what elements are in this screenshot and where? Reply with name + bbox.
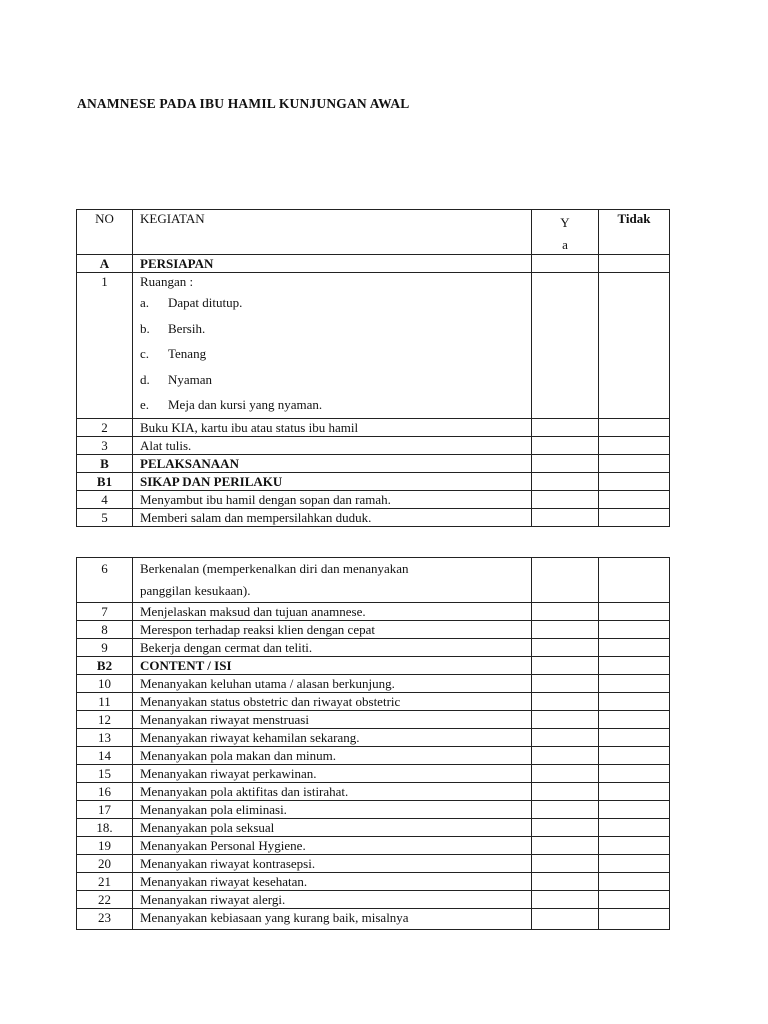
- table-row: [77, 621, 670, 639]
- section-row: [77, 657, 670, 675]
- section-no: B: [77, 454, 133, 472]
- row-text: Menanyakan pola aktifitas dan istirahat.: [133, 783, 532, 801]
- sub-letter: a.: [140, 295, 150, 310]
- table-row: [77, 558, 670, 603]
- section-no: B2: [77, 657, 133, 675]
- checklist-table-1: [76, 209, 670, 527]
- row-text: Menyambut ibu hamil dengan sopan dan ramah.: [133, 490, 532, 508]
- ya-cell[interactable]: [532, 729, 599, 747]
- ya-cell[interactable]: [532, 873, 599, 891]
- tidak-cell[interactable]: [599, 675, 670, 693]
- header-ya-line1: Y: [560, 215, 570, 230]
- tidak-cell[interactable]: [599, 873, 670, 891]
- table-row: [77, 873, 670, 891]
- ya-cell[interactable]: [532, 472, 599, 490]
- sub-item: [140, 290, 524, 316]
- document-title: ANAMNESE PADA IBU HAMIL KUNJUNGAN AWAL: [77, 96, 410, 111]
- row-text-line2: panggilan kesukaan).: [140, 583, 251, 598]
- sub-item: [140, 392, 524, 418]
- ya-cell[interactable]: [532, 639, 599, 657]
- header-row: [77, 210, 670, 255]
- table-row: [77, 490, 670, 508]
- table-row: [77, 675, 670, 693]
- row-no: 22: [77, 891, 133, 909]
- row-text: Menanyakan riwayat perkawinan.: [133, 765, 532, 783]
- row-no: 20: [77, 855, 133, 873]
- row-text: Menanyakan pola makan dan minum.: [133, 747, 532, 765]
- row-no: 21: [77, 873, 133, 891]
- table-row: [77, 729, 670, 747]
- tidak-cell[interactable]: [599, 558, 670, 603]
- row-no: 13: [77, 729, 133, 747]
- header-no: NO: [77, 210, 133, 255]
- ya-cell[interactable]: [532, 891, 599, 909]
- ya-cell[interactable]: [532, 558, 599, 603]
- tidak-cell[interactable]: [599, 273, 670, 419]
- table-row: [77, 508, 670, 526]
- table-row: [77, 891, 670, 909]
- table-row: [77, 837, 670, 855]
- tidak-cell[interactable]: [599, 801, 670, 819]
- row-text: Menanyakan riwayat kehamilan sekarang.: [133, 729, 532, 747]
- sub-text: Tenang: [168, 346, 207, 361]
- tidak-cell[interactable]: [599, 436, 670, 454]
- tidak-cell[interactable]: [599, 454, 670, 472]
- table-row: [77, 747, 670, 765]
- row-no: 3: [77, 436, 133, 454]
- table-row: [77, 765, 670, 783]
- tidak-cell[interactable]: [599, 693, 670, 711]
- row-text: Menanyakan riwayat menstruasi: [133, 711, 532, 729]
- sub-letter: e.: [140, 397, 150, 412]
- tidak-cell[interactable]: [599, 418, 670, 436]
- tidak-cell[interactable]: [599, 621, 670, 639]
- ya-cell[interactable]: [532, 693, 599, 711]
- section-row: [77, 472, 670, 490]
- sub-text: Bersih.: [168, 320, 206, 336]
- header-tidak: Tidak: [599, 210, 670, 255]
- sub-text: Dapat ditutup.: [168, 295, 243, 310]
- row-text: Alat tulis.: [133, 436, 532, 454]
- table-row: [77, 436, 670, 454]
- table-row: [77, 273, 670, 419]
- tidak-cell[interactable]: [599, 729, 670, 747]
- ya-cell[interactable]: [532, 711, 599, 729]
- ya-cell[interactable]: [532, 819, 599, 837]
- sub-item: [140, 367, 524, 393]
- section-row: [77, 255, 670, 273]
- tidak-cell[interactable]: [599, 603, 670, 621]
- row-text-line1: Berkenalan (memperkenalkan diri dan menanyakan: [140, 561, 409, 576]
- ya-cell[interactable]: [532, 783, 599, 801]
- ya-cell[interactable]: [532, 436, 599, 454]
- table-row: [77, 819, 670, 837]
- section-title: SIKAP DAN PERILAKU: [133, 472, 532, 490]
- row-no: 17: [77, 801, 133, 819]
- row-no: 10: [77, 675, 133, 693]
- tidak-cell[interactable]: [599, 490, 670, 508]
- row-text: Menanyakan keluhan utama / alasan berkunjung.: [133, 675, 532, 693]
- tidak-cell[interactable]: [599, 472, 670, 490]
- sub-item: [140, 316, 524, 342]
- ya-cell[interactable]: [532, 855, 599, 873]
- row-no: 9: [77, 639, 133, 657]
- row-text: Menanyakan Personal Hygiene.: [133, 837, 532, 855]
- row-text: Ruangan :: [140, 274, 194, 289]
- ya-cell[interactable]: [532, 621, 599, 639]
- table-row: [77, 783, 670, 801]
- ya-cell[interactable]: [532, 837, 599, 855]
- row-text: Buku KIA, kartu ibu atau status ibu hamil: [133, 418, 532, 436]
- tidak-cell[interactable]: [599, 508, 670, 526]
- header-kegiatan: KEGIATAN: [133, 210, 532, 255]
- ya-cell[interactable]: [532, 255, 599, 273]
- row-no: 15: [77, 765, 133, 783]
- table-row: [77, 693, 670, 711]
- table-row: [77, 639, 670, 657]
- sub-letter: c.: [140, 346, 150, 361]
- ya-cell[interactable]: [532, 508, 599, 526]
- section-row: [77, 454, 670, 472]
- row-no: 6: [77, 558, 133, 603]
- tidak-cell[interactable]: [599, 711, 670, 729]
- ya-cell[interactable]: [532, 909, 599, 930]
- sub-item: [140, 341, 524, 367]
- table-row: [77, 855, 670, 873]
- sub-letter: d.: [140, 371, 150, 387]
- row-no: 4: [77, 490, 133, 508]
- row-text: Menanyakan pola seksual: [133, 819, 532, 837]
- section-title: PELAKSANAAN: [133, 454, 532, 472]
- row-text: Menanyakan riwayat kesehatan.: [133, 873, 532, 891]
- row-no: 2: [77, 418, 133, 436]
- header-ya: [532, 210, 599, 255]
- row-text: Bekerja dengan cermat dan teliti.: [133, 639, 532, 657]
- ya-cell[interactable]: [532, 454, 599, 472]
- tidak-cell[interactable]: [599, 891, 670, 909]
- table-row: [77, 909, 670, 930]
- row-no: 19: [77, 837, 133, 855]
- tidak-cell[interactable]: [599, 783, 670, 801]
- ya-cell[interactable]: [532, 747, 599, 765]
- row-no: 18.: [77, 819, 133, 837]
- row-text: Menanyakan pola eliminasi.: [133, 801, 532, 819]
- row-no: 16: [77, 783, 133, 801]
- row-no: 14: [77, 747, 133, 765]
- ya-cell[interactable]: [532, 657, 599, 675]
- tidak-cell[interactable]: [599, 765, 670, 783]
- row-no: 1: [77, 273, 133, 419]
- row-no: 7: [77, 603, 133, 621]
- sub-text: Meja dan kursi yang nyaman.: [168, 397, 323, 412]
- tidak-cell[interactable]: [599, 747, 670, 765]
- tidak-cell[interactable]: [599, 819, 670, 837]
- ya-cell[interactable]: [532, 603, 599, 621]
- table-row: [77, 603, 670, 621]
- row-no: 8: [77, 621, 133, 639]
- section-no: B1: [77, 472, 133, 490]
- ya-cell[interactable]: [532, 675, 599, 693]
- row-text: Memberi salam dan mempersilahkan duduk.: [133, 508, 532, 526]
- tidak-cell[interactable]: [599, 657, 670, 675]
- table-row: [77, 711, 670, 729]
- tidak-cell[interactable]: [599, 837, 670, 855]
- row-text: Menanyakan kebiasaan yang kurang baik, misalnya: [133, 909, 532, 930]
- ya-cell[interactable]: [532, 765, 599, 783]
- ya-cell[interactable]: [532, 490, 599, 508]
- section-title: PERSIAPAN: [133, 255, 532, 273]
- sub-letter: b.: [140, 320, 150, 336]
- row-kegiatan: [133, 273, 532, 419]
- tidak-cell[interactable]: [599, 639, 670, 657]
- ya-cell[interactable]: [532, 273, 599, 419]
- row-no: 11: [77, 693, 133, 711]
- table-row: [77, 801, 670, 819]
- row-no: 12: [77, 711, 133, 729]
- checklist-table-2: [76, 557, 670, 930]
- section-no: A: [77, 255, 133, 273]
- row-text: Menanyakan riwayat alergi.: [133, 891, 532, 909]
- row-text: Menjelaskan maksud dan tujuan anamnese.: [133, 603, 532, 621]
- row-text: Merespon terhadap reaksi klien dengan cepat: [133, 621, 532, 639]
- row-kegiatan: [133, 558, 532, 603]
- sub-text: Nyaman: [168, 371, 213, 387]
- row-text: Menanyakan status obstetric dan riwayat obstetric: [133, 693, 532, 711]
- tidak-cell[interactable]: [599, 855, 670, 873]
- tidak-cell[interactable]: [599, 909, 670, 930]
- ya-cell[interactable]: [532, 801, 599, 819]
- tidak-cell[interactable]: [599, 255, 670, 273]
- row-no: 23: [77, 909, 133, 930]
- header-ya-line2: a: [562, 237, 568, 252]
- table-row: [77, 418, 670, 436]
- ya-cell[interactable]: [532, 418, 599, 436]
- section-title: CONTENT / ISI: [133, 657, 532, 675]
- row-no: 5: [77, 508, 133, 526]
- row-text: Menanyakan riwayat kontrasepsi.: [133, 855, 532, 873]
